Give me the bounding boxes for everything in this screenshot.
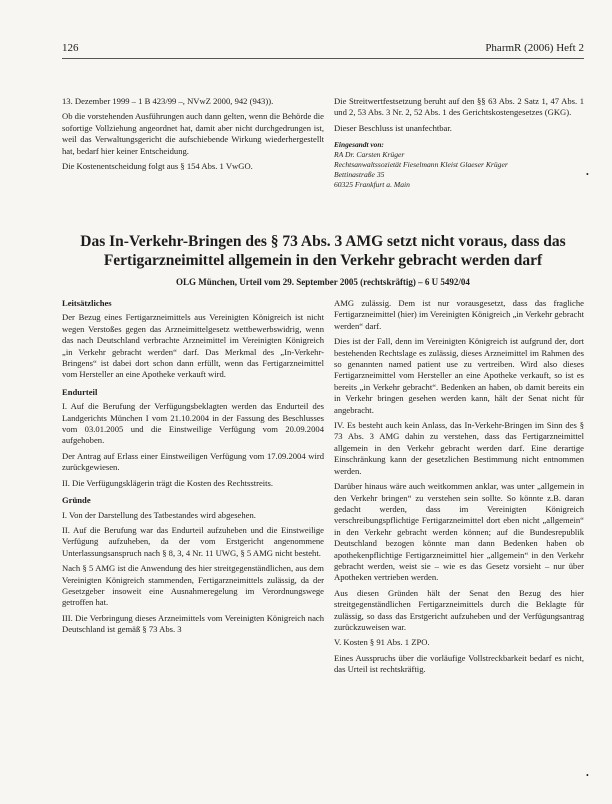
main-right-column (334, 298, 584, 680)
paragraph: V. Kosten § 91 Abs. 1 ZPO. (334, 637, 430, 648)
article-subtitle: OLG München, Urteil vom 29. September 2005 (rechtskräftig) – 6 U 5492/04 (176, 277, 470, 287)
section-heading: Endurteil (62, 386, 98, 397)
paragraph: III. Die Verbringung dieses Arzneimittels vom Vereinigten Königreich nach Deutschland ist gemäß § 73 Abs. 3 (62, 612, 324, 635)
signature-block (334, 140, 584, 190)
paragraph: Der Antrag auf Erlass einer Einstweiligen Verfügung vom 17.09.2004 wird zurückgewiesen. (62, 450, 324, 473)
signature-line: RA Dr. Carsten Krüger (334, 150, 405, 160)
paragraph: 13. Dezember 1999 – 1 B 423/99 –, NVwZ 2000, 942 (943)). (62, 96, 274, 106)
end-bullet-bottom: • (586, 771, 589, 780)
paragraph: Nach § 5 AMG ist die Anwendung des hier streitgegenständlichen, aus dem Vereinigten Königreich stammenden, Fertigarzneimittels zulässig, da der Gesetzgeber insoweit eine Ausnahmeregelung im Verordnungswege getroffen hat. (62, 563, 324, 608)
paragraph: Der Bezug eines Fertigarzneimittels aus Vereinigten Königreich ist nicht wegen Verstoßes gegen das Arzneimittelgesetz wettbewerbswidrig, wenn das nach Deutschland verbrachte Arzneimittel im Vereinigten Königreich „in Verkehr gebracht werden“ darf. Das Merkmal des „In-Verkehr-Bringens“ ist dabei dort schon dann erfüllt, wenn das Fertigarzneimittel vom Hersteller an eine Apotheke verkauft wird. (62, 312, 324, 380)
paragraph: Die Kostenentscheidung folgt aus § 154 Abs. 1 VwGO. (62, 161, 253, 172)
signature-line: Rechtsanwaltssozietät Fieselmann Kleist Glaeser Krüger (334, 160, 508, 170)
paragraph: II. Die Verfügungsklägerin trägt die Kosten des Rechtsstreits. (62, 477, 274, 488)
header-rule (62, 58, 584, 59)
paragraph: II. Auf die Berufung war das Endurteil aufzuheben und die Einstweilige Verfügung aufzuheben, da der vom Erstgericht angenommene Unterlassungsanspruch nach § 8, 3, 4 Nr. 11 UWG, § 5 AMG nicht besteht. (62, 524, 324, 558)
paragraph: AMG zulässig. Dem ist nur vorausgesetzt, dass das fragliche Fertigarzneimittel (hier) im Vereinigten Königreich „in Verkehr gebracht werden“ darf. (334, 298, 585, 331)
paragraph: Aus diesen Gründen hält der Senat den Bezug des hier streitgegenständlichen Fertigarzneimittels durch die Beklagte für zulässig, so dass das Erstgericht aufzuheben und der Verfügungsantrag zurückzuweisen war. (334, 587, 584, 632)
paragraph: Darüber hinaus wäre auch weitkommen anklar, was unter „allgemein in den Verkehr bringen“ zu verstehen sein sollte. So könnte z.B. daran gedacht werden, dass im Vereinigten Königreich verschreibungspflichtige Fertigarzneimittel dort eben nicht „allgemein“ in den Verkehr gebracht werden können; auf die Bundesrepublik Deutschland bezogen könnte man dann Bedenken haben ob apothekenpflichtige Fertigarzneimittel hier „allgemein“ in den Verkehr gebracht werden, weist sie – wie es das Gesetz vorsieht – nur über Apotheken vertrieben werden. (334, 481, 584, 583)
paragraph: Die Streitwertfestsetzung beruht auf den §§ 63 Abs. 2 Satz 1, 47 Abs. 1 und 2, 53 Abs. 3 Nr. 2, 52 Abs. 1 des Gerichtskostengesetzes (GKG). (334, 96, 584, 118)
paragraph: I. Von der Darstellung des Tatbestandes wird abgesehen. (62, 509, 256, 520)
section-heading: Leitsätzliches (62, 298, 112, 308)
paragraph: I. Auf die Berufung der Verfügungsbeklagten werden das Endurteil des Landgerichts München I vom 21.10.2004 in der Fassung des Beschlusses vom 03.01.2005 und die Einstweilige Verfügung vom 20.09.2004 aufgehoben. (62, 401, 324, 446)
paragraph: Ob die vorstehenden Ausführungen auch dann gelten, wenn die Behörde die sofortige Vollziehung angeordnet hat, damit aber nicht durchgedrungen ist, weil das Verwaltungsgericht die aufschiebende Wirkung wiederhergestellt hat, bedarf hier keiner Entscheidung. (62, 111, 324, 156)
paragraph: Eines Ausspruchs über die vorläufige Vollstreckbarkeit bedarf es nicht, das Urteil ist rechtskräftig. (334, 652, 584, 675)
paragraph: Dieser Beschluss ist unanfechtbar. (334, 122, 452, 133)
signature-line: 60325 Frankfurt a. Main (334, 180, 410, 190)
signature-label: Eingesandt von: (334, 140, 384, 150)
section-heading: Gründe (62, 495, 91, 506)
journal-reference: PharmR (2006) Heft 2 (485, 42, 584, 54)
signature-line: Bettinastraße 35 (334, 170, 385, 180)
top-right-column (334, 96, 584, 190)
paragraph: IV. Es besteht auch kein Anlass, das In-Verkehr-Bringen im Sinn des § 73 Abs. 3 AMG dahin zu verstehen, dass das Fertigarzneimittel allgemein in den Verkehr gebracht werden darf. Eine derartige Einschränkung kann der gesetzlichen Bestimmung nicht entnommen werden. (334, 420, 584, 476)
top-left-column (62, 96, 324, 176)
article-title: Das In-Verkehr-Bringen des § 73 Abs. 3 AMG setzt nicht voraus, dass das Fertigarzneimittel allgemein in den Verkehr gebracht werden darf (80, 233, 566, 269)
end-bullet-top: • (586, 170, 589, 179)
main-left-column (62, 298, 324, 640)
page-number: 126 (62, 42, 79, 54)
paragraph: Dies ist der Fall, denn im Vereinigten Königreich ist aufgrund der, dort bestehenden Rechtslage es zulässig, dieses Arzneimittel im Rahmen des so genannten named patient use zu vertreiben. Wird also dieses Fertigarzneimittel vom Hersteller an eine Apotheke verkauft, so ist es bereits „in Verkehr gebracht“. Bedenken an haben, ob damit bereits ein in Verkehr bringen gesehen werden kann, hält der Senat nicht für angebracht. (334, 336, 584, 415)
